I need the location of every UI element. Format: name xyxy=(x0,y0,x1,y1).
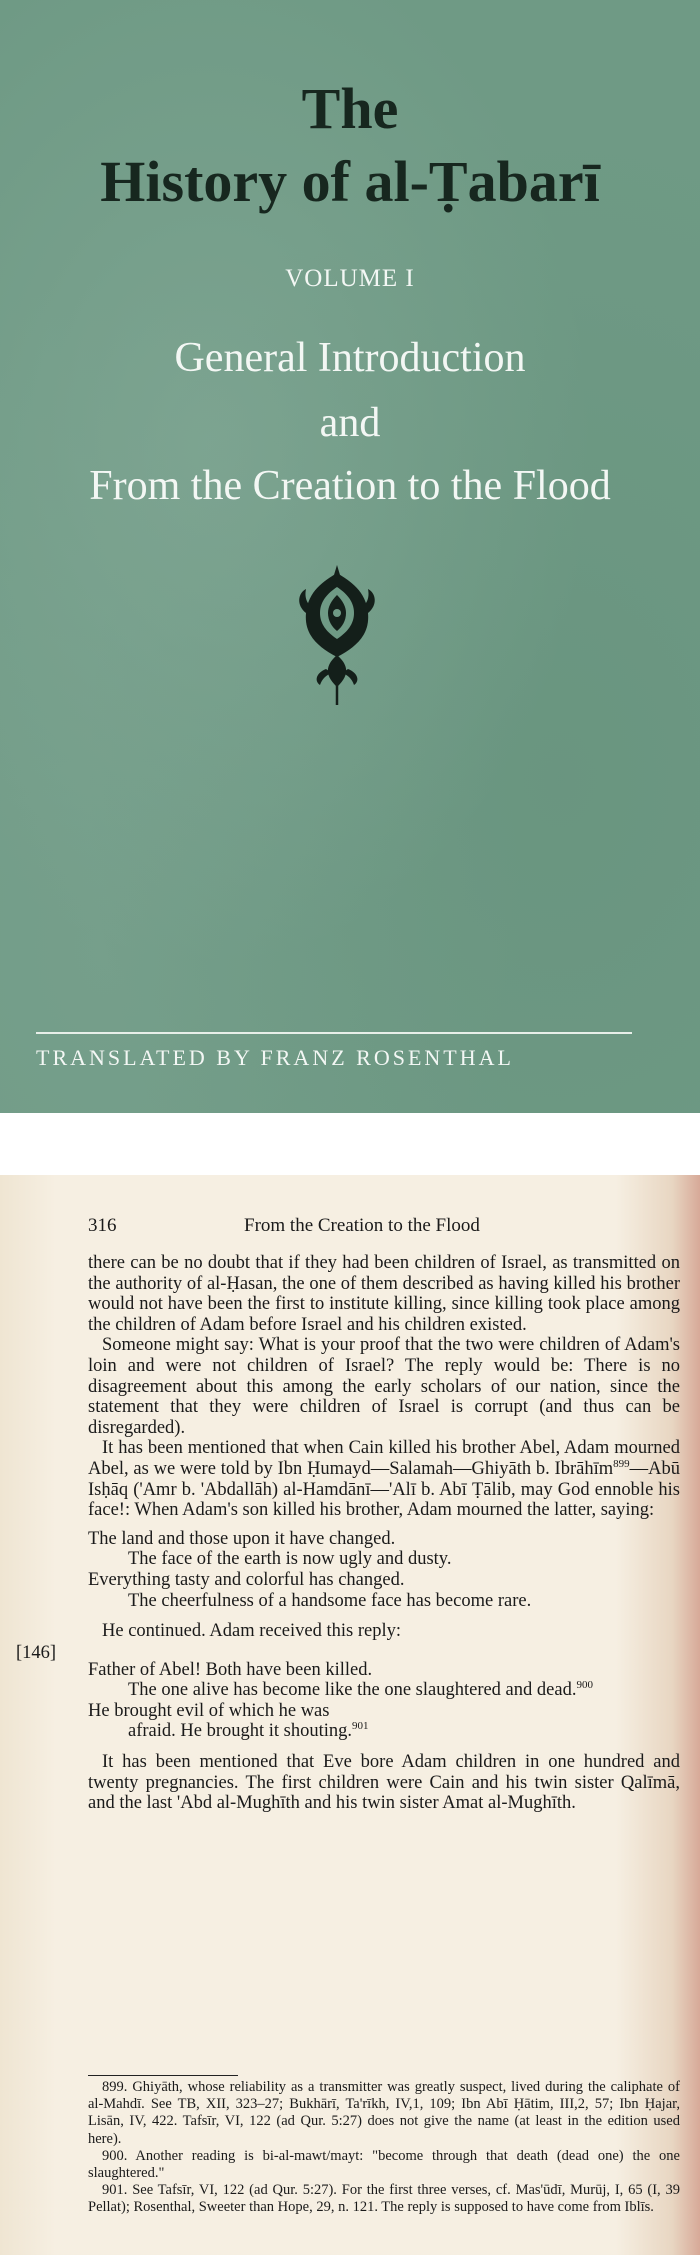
verse-block-2 xyxy=(88,1660,680,1742)
cover-divider xyxy=(36,1032,632,1034)
paragraph-1: there can be no doubt that if they had been children of Israel, as transmitted on the authority of al-Ḥasan, the one of them described as having killed his brother would not have been the first to institute killing, since killing took place among the children of Adam before Israel and his children existed. xyxy=(88,1253,680,1335)
subtitle-line1: General Introduction xyxy=(174,335,526,381)
arabesque-ornament-icon xyxy=(296,565,378,705)
verse-line: The land and those upon it have changed. xyxy=(88,1528,396,1549)
footnote-ref-899[interactable]: 899 xyxy=(613,1457,630,1470)
footnote-901: 901. See Tafsīr, VI, 122 (ad Qur. 5:27). For the first three verses, cf. Mas'ūdī, Murūj, I, 65 (I, 39 Pellat); Rosenthal, Sweeter than Hope, 29, n. 121. The reply is supposed to have come from Iblīs. xyxy=(88,2182,680,2216)
subtitle-line2: and xyxy=(319,400,381,446)
verse-line-text: The one alive has become like the one slaughtered and dead. xyxy=(128,1680,577,1701)
footnote-ref-900[interactable]: 900 xyxy=(576,1679,593,1692)
paragraph-3-text-b: —Abū Isḥāq ('Amr b. 'Abdallāh) al-Hamdānī—'Alī b. Abī Ṭālib, may God ennoble his face!: When Adam's son killed his brother, Adam mourned the latter, saying: xyxy=(88,1458,680,1521)
footnote-ref-901[interactable]: 901 xyxy=(352,1720,369,1733)
footnote-899: 899. Ghiyāth, whose reliability as a transmitter was greatly suspect, lived during the caliphate of al-Mahdī. See TB, XII, 323–27; Bukhārī, Ta'rīkh, IV,1, 109; Ibn Abī Ḥātim, III,2, 57; Ibn Ḥajar, Lisān, IV, 422. Tafsīr, VI, 122 (ad Qur. 5:27) does not give the name (at least in the edition used here). xyxy=(88,2079,680,2147)
paragraph-4: He continued. Adam received this reply: xyxy=(102,1621,401,1642)
subtitle-line3: From the Creation to the Flood xyxy=(89,463,611,509)
verse-line: The face of the earth is now ugly and dusty. xyxy=(128,1549,452,1570)
verse-line: Everything tasty and colorful has changed. xyxy=(88,1569,405,1590)
verse-line-text: afraid. He brought it shouting. xyxy=(128,1721,353,1742)
paragraph-3 xyxy=(88,1438,680,1520)
page-body xyxy=(88,1253,680,1814)
footnote-divider xyxy=(88,2075,238,2076)
verse-line: Father of Abel! Both have been killed. xyxy=(88,1659,373,1680)
translator-credit: TRANSLATED BY FRANZ ROSENTHAL xyxy=(36,1045,514,1070)
verse-line xyxy=(88,1680,680,1701)
running-head: From the Creation to the Flood xyxy=(244,1215,480,1236)
paragraph-2: Someone might say: What is your proof that the two were children of Adam's loin and were not children of Israel? The reply would be: There is no disagreement about this among the early scholars of our nation, since the statement that they were children of Israel is corrupt (and thus can be disregarded). xyxy=(88,1335,680,1438)
book-cover xyxy=(0,0,700,1113)
book-page xyxy=(0,1175,700,2255)
verse-line: The cheerfulness of a handsome face has become rare. xyxy=(128,1590,532,1611)
verse-block-1 xyxy=(88,1529,680,1611)
volume-label: VOLUME I xyxy=(285,265,415,292)
paragraph-3-text-a: It has been mentioned that when Cain killed his brother Abel, Adam mourned Abel, as we were told by Ibn Ḥumayd—Salamah—Ghiyāth b. Ibrāhīm xyxy=(88,1438,680,1479)
margin-reference: [146] xyxy=(16,1643,57,1663)
cover-title-line1: The xyxy=(301,76,399,141)
cover-title-line2: History of al-Ṭabarī xyxy=(100,149,600,214)
verse-line xyxy=(88,1721,680,1742)
footnote-900: 900. Another reading is bi-al-mawt/mayt: "become through that death (dead one) the one slaughtered." xyxy=(88,2147,680,2182)
paragraph-5: It has been mentioned that Eve bore Adam children in one hundred and twenty pregnancies. The first children were Cain and his twin sister Qalīmā, and the last 'Abd al-Mughīth and his twin sister Amat al-Mughīth. xyxy=(88,1752,680,1814)
footnotes xyxy=(88,2079,680,2217)
page-number: 316 xyxy=(88,1215,117,1236)
verse-line: He brought evil of which he was xyxy=(88,1700,330,1721)
